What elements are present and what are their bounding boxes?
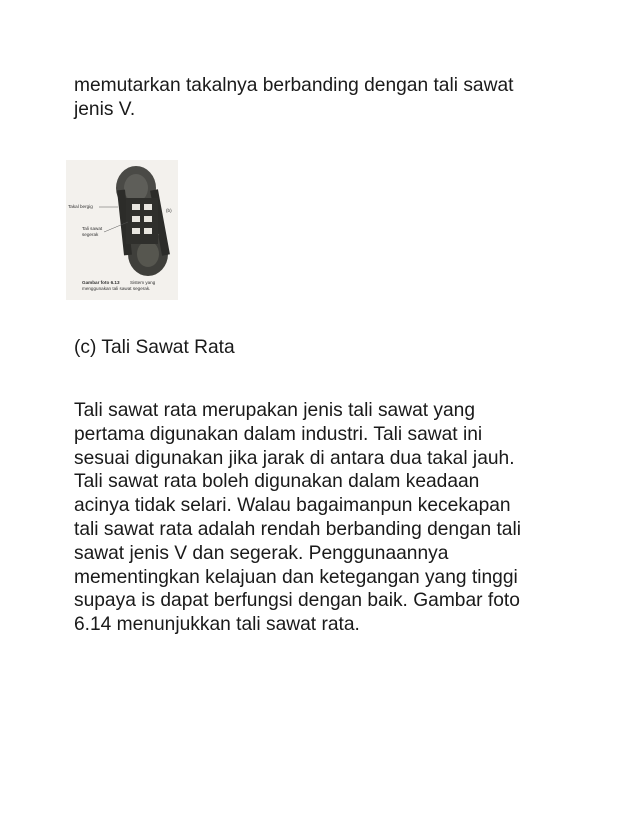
text-line: memutarkan takalnya berbanding dengan tali sawat bbox=[74, 75, 514, 96]
text-line: 6.14 menunjukkan tali sawat rata. bbox=[74, 614, 360, 636]
text-line: pertama digunakan dalam industri. Tali sawat ini bbox=[74, 423, 483, 445]
text-line: supaya is dapat berfungsi dengan baik. Gambar foto bbox=[74, 590, 520, 612]
label-sub-b: (b) bbox=[166, 208, 172, 213]
text-line: Tali sawat rata boleh digunakan dalam keadaan bbox=[74, 471, 480, 493]
text-line: jenis V. bbox=[74, 98, 136, 120]
main-paragraph bbox=[74, 399, 574, 637]
text-line: Tali sawat rata merupakan jenis tali sawat yang bbox=[74, 400, 476, 421]
label-belt-2: segerak bbox=[82, 232, 99, 237]
heading-text: (c) Tali Sawat Rata bbox=[74, 337, 235, 358]
text-line: sawat jenis V dan segerak. Penggunaannya bbox=[74, 542, 449, 564]
label-belt-1: Tali sawat bbox=[82, 226, 103, 231]
synchronous-belt-photo bbox=[66, 160, 178, 300]
text-line: tali sawat rata adalah rendah berbanding dengan tali bbox=[74, 518, 521, 540]
figure-caption-1b: Sistem yang bbox=[130, 280, 156, 285]
figure-caption-1: Gambar foto 6.13 bbox=[82, 280, 120, 285]
text-line: mementingkan kelajuan dan ketegangan yang tinggi bbox=[74, 566, 518, 588]
section-heading bbox=[74, 336, 574, 360]
label-pulley: Takal bergig bbox=[68, 204, 93, 209]
figure-caption-2: menggunakan tali sawat segerak. bbox=[82, 286, 151, 291]
text-line: acinya tidak selari. Walau bagaimanpun kecekapan bbox=[74, 495, 511, 517]
text-line: sesuai digunakan jika jarak di antara dua takal jauh. bbox=[74, 447, 515, 469]
intro-paragraph bbox=[74, 74, 574, 122]
